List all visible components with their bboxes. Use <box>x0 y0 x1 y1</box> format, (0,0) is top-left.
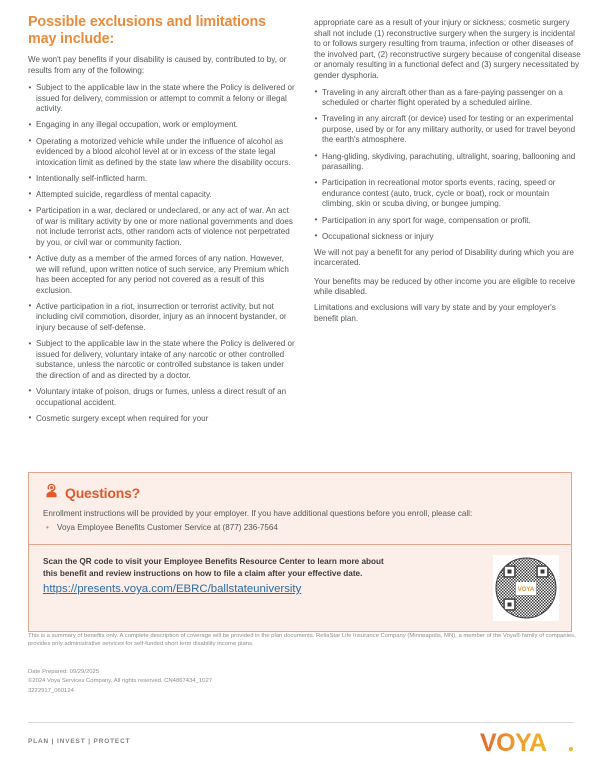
page-title: Possible exclusions and limitations may include: <box>28 14 267 47</box>
right-column <box>314 14 582 332</box>
list-item: • Operating a motorized vehicle while under the influence of alcohol as evidenced by a blood alcohol level at or in excess of the state legal intoxication limit as defined by the state law where the disability occurs. <box>28 137 296 169</box>
list-item: • Participation in any sport for wage, compensation or profit. <box>314 216 582 227</box>
brand-tagline: PLAN | INVEST | PROTECT <box>28 738 131 745</box>
qr-section <box>29 545 571 631</box>
legal-disclaimer: This is a summary of benefits only. A complete description of coverage will be provided in the plan documents. ReliaStar Life Insurance Company (Minneapolis, MN), a member of the Voya® family of companies, provides only administrative services for self-funded short term disability income plans. <box>28 633 576 648</box>
income-reduction-note: Your benefits may be reduced by other income you are eligible to receive while disabled. <box>314 276 576 297</box>
left-column <box>28 14 296 430</box>
questions-contact-list <box>43 522 557 533</box>
state-variation-note: Limitations and exclusions will vary by state and by your employer's benefit plan. <box>314 303 556 323</box>
intro-text: We won't pay benefits if your disability is caused by, contributed to by, or results from any of the following: <box>28 55 287 75</box>
questions-description: Enrollment instructions will be provided by your employer. If you have additional questions before you enroll, please call: <box>43 509 473 518</box>
list-item: • Subject to the applicable law in the state where the Policy is delivered or issued for delivery, commission or attempt to commit a felony or illegal activity. <box>28 83 296 115</box>
qr-code[interactable] <box>493 555 559 621</box>
exclusions-list-right <box>314 88 582 243</box>
questions-title: Questions? <box>65 485 141 501</box>
qr-instruction-line-2: this benefit and review instructions on how to file a claim after your effective date. <box>43 568 363 578</box>
qr-instructions <box>43 555 483 597</box>
list-item: • Subject to the applicable law in the state where the Policy is delivered or issued for delivery, voluntary intake of any narcotic or other controlled substance, unless the narcotic or controlled substance is taken under the direction of and as directed by a doctor. <box>28 339 296 381</box>
list-item: • Participation in a war, declared or undeclared, or any act of war. An act of war is military activity by one or more national governments and does not include terrorist acts, other random acts of violence not perpetrated by you, or civil war or community faction. <box>28 206 296 248</box>
list-item: • Cosmetic surgery except when required for your <box>28 414 296 425</box>
voya-logo <box>480 728 576 763</box>
list-item: • Active participation in a riot, insurrection or terrorist activity, but not including civil commotion, disorder, injury as an innocent bystander, or injury because of self-defense. <box>28 302 296 334</box>
date-prepared: Date Prepared: 09/29/2025 <box>28 669 100 675</box>
customer-service-agent-icon <box>43 482 60 504</box>
qr-center-label: VOYA <box>517 587 535 593</box>
list-item: • Participation in recreational motor sports events, racing, speed or endurance contest (auto, truck, cycle or boat), rock or mountain climbing, skin or scuba diving, or bungee jumping. <box>314 178 582 210</box>
list-item: • Attempted suicide, regardless of mental capacity. <box>28 190 296 201</box>
incarceration-note: We will not pay a benefit for any period of Disability during which you are incarcerated. <box>314 247 574 268</box>
list-item: • Traveling in any aircraft (or device) used for testing or an experimental purpose, used by or for any military authority, or used for travel beyond the earth's atmosphere. <box>314 114 582 146</box>
footer-divider <box>28 722 574 723</box>
list-item: • Engaging in any illegal occupation, work or employment. <box>28 120 296 131</box>
questions-panel <box>28 472 572 632</box>
list-item: • Voluntary intake of poison, drugs or fumes, unless a direct result of an occupational accident. <box>28 387 296 408</box>
voya-wordmark: VOYA <box>480 729 547 757</box>
document-meta <box>28 668 212 696</box>
document-id: 3222917_060124 <box>28 687 74 694</box>
qr-instruction-line-1: Scan the QR code to visit your Employee Benefits Resource Center to learn more about <box>43 557 384 566</box>
continued-text: appropriate care as a result of your injury or sickness; cosmetic surgery shall not include (1) reconstructive surgery when the surgery is incidental to or follows surgery resulting from trauma, infection or other diseases of the involved part, (2) reconstructive surgery because of congenital disease or anomaly resulting in a functional defect and (3) surgery necessitated by gender dysphoria. <box>314 18 581 80</box>
list-item: • Active duty as a member of the armed forces of any nation. However, we will refund, upon written notice of such service, any Premium which has been accepted for any period not covered as a result of this exclusion. <box>28 254 296 296</box>
questions-header <box>43 482 557 504</box>
list-item: • Occupational sickness or injury <box>314 232 582 243</box>
ebrc-link[interactable]: https://presents.voya.com/EBRC/ballstateuniversity <box>43 583 302 595</box>
two-column-body <box>28 14 581 430</box>
questions-top-section <box>29 473 571 544</box>
copyright-line: ©2024 Voya Services Company. All rights reserved. CN4867434_1027 <box>28 678 213 685</box>
list-item: • Hang-gliding, skydiving, parachuting, ultralight, soaring, ballooning and parasailing. <box>314 152 582 173</box>
list-item: • Traveling in any aircraft other than as a fare-paying passenger on a scheduled or charter flight operated by a scheduled airline. <box>314 88 582 109</box>
list-item: • Voya Employee Benefits Customer Service at (877) 236-7564 <box>43 522 557 533</box>
exclusions-list-left <box>28 83 296 424</box>
list-item: • Intentionally self-inflicted harm. <box>28 174 296 185</box>
